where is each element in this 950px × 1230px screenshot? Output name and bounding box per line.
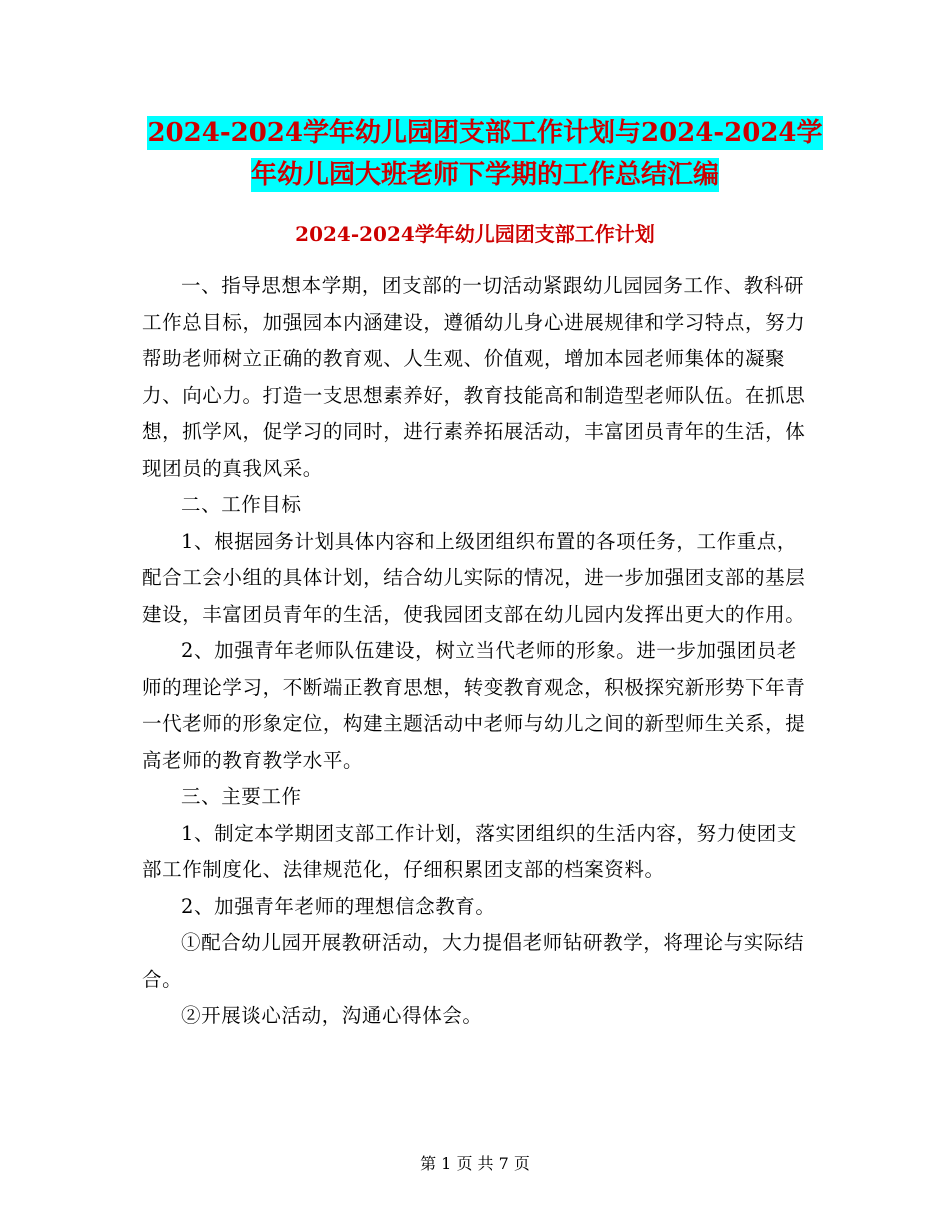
document-body [142,268,810,1035]
paragraph-goal-1: 1、根据园务计划具体内容和上级团组织布置的各项任务，工作重点，配合工会小组的具体计划，结合幼儿实际的情况，进一步加强团支部的基层建设，丰富团员青年的生活，使我园团支部在幼儿园内发挥出更大的作用。 [142,529,806,626]
heading-work-goals: 二、工作目标 [181,493,302,516]
page-number-footer: 第 1 页 共 7 页 [420,1154,530,1173]
paragraph-work-2-item-1: ①配合幼儿园开展教研活动，大力提倡老师钻研教学，将理论与实际结合。 [142,931,805,991]
section-title: 2024-2024学年幼儿园团支部工作计划 [295,222,655,246]
paragraph-goal-2: 2、加强青年老师队伍建设，树立当代老师的形象。进一步加强团员老师的理论学习，不断端正教育思想，转变教育观念，积极探究新形势下年青一代老师的形象定位，构建主题活动中老师与幼儿之间的新型师生关系，提高老师的教育教学水平。 [142,639,806,772]
paragraph-work-1: 1、制定本学期团支部工作计划，落实团组织的生活内容，努力使团支部工作制度化、法律规范化，仔细积累团支部的档案资料。 [142,821,798,881]
paragraph-work-2: 2、加强青年老师的理想信念教育。 [181,894,496,918]
paragraph-work-2-item-2: ②开展谈心活动，沟通心得体会。 [181,1004,483,1027]
document-title [140,112,830,196]
paragraph-guiding-ideology: 一、指导思想本学期，团支部的一切活动紧跟幼儿园园务工作、教科研工作总目标，加强园本内涵建设，遵循幼儿身心进展规律和学习特点，努力帮助老师树立正确的教育观、人生观、价值观，增加本园老师集体的凝聚力、向心力。打造一支思想素养好，教育技能高和制造型老师队伍。在抓思想，抓学风，促学习的同时，进行素养拓展活动，丰富团员青年的生活，体现团员的真我风采。 [142,274,806,480]
heading-main-work: 三、主要工作 [181,785,302,808]
document-title-text: 2024-2024学年幼儿园团支部工作计划与2024-2024学年幼儿园大班老师下学期的工作总结汇编 [147,118,823,190]
